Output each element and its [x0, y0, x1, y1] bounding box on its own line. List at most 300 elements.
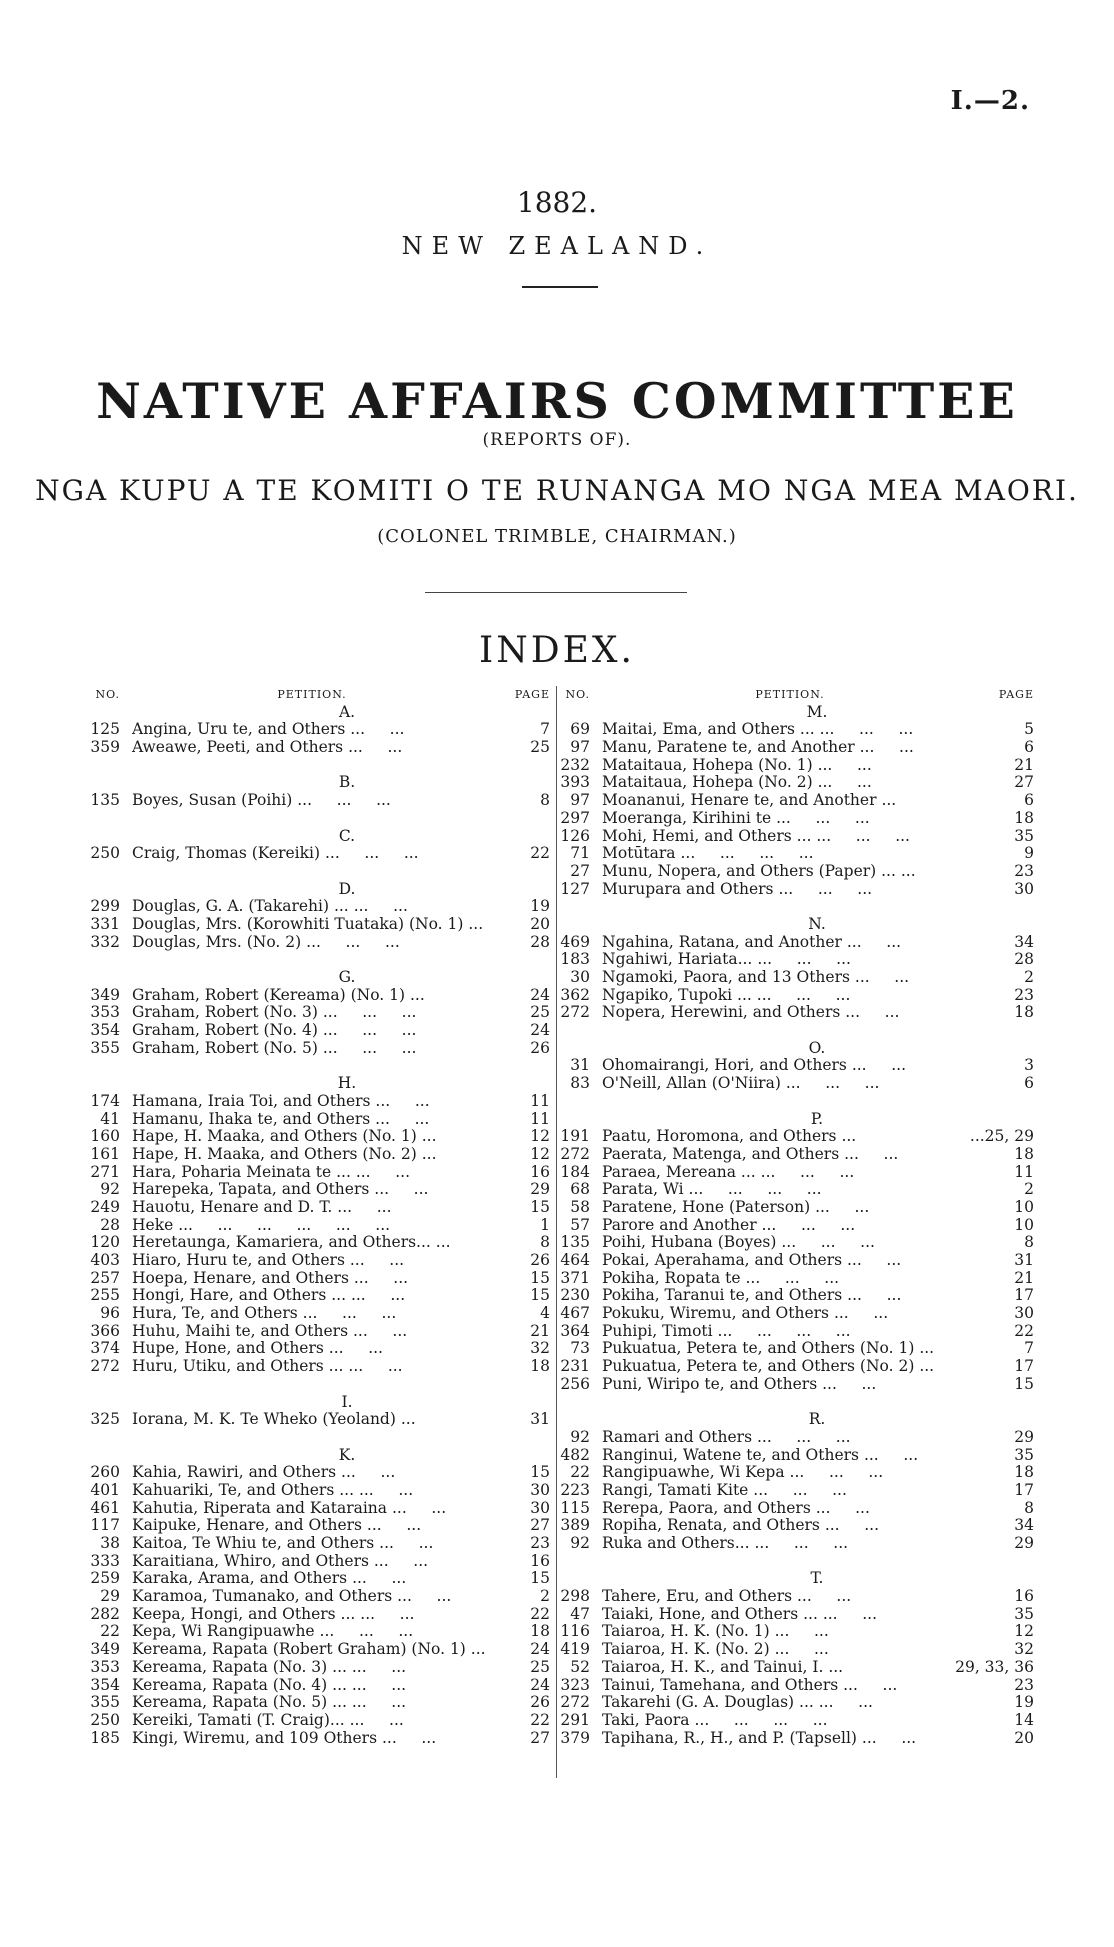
petition-name: Graham, Robert (No. 3)	[132, 1004, 318, 1022]
entry-number: 353	[90, 1657, 120, 1676]
entry-petition	[602, 1128, 978, 1146]
entry-petition	[602, 828, 978, 846]
index-entry	[560, 1199, 1034, 1217]
leader-dots: ... ...	[337, 1198, 392, 1216]
entry-page: 29	[530, 1180, 550, 1199]
petition-name: Pokiha, Ropata te	[602, 1269, 741, 1287]
petition-name: Pukuatua, Petera te, and Others (No. 2)	[602, 1358, 915, 1376]
header-petition: PETITION.	[755, 688, 825, 701]
entry-petition	[602, 863, 978, 881]
entry-petition	[602, 1588, 978, 1606]
leader-dots: ... ... ...	[756, 1428, 851, 1446]
entry-page: 35	[1014, 1445, 1034, 1464]
entry-petition	[602, 1641, 978, 1659]
entry-number: 349	[90, 985, 120, 1004]
petition-name: Rerepa, Paora, and Others	[602, 1499, 811, 1517]
entry-petition	[132, 845, 492, 863]
spacer	[84, 810, 550, 828]
entry-number: 354	[90, 1675, 120, 1694]
petition-name: Munu, Nopera, and Others (Paper) ...	[602, 862, 896, 880]
leader-dots: ... ... ... ...	[717, 1322, 851, 1340]
section-letter: T.	[810, 1569, 824, 1588]
entry-number: 160	[90, 1127, 120, 1146]
section-letter: B.	[338, 773, 356, 792]
entry-page: 15	[530, 1286, 550, 1305]
entry-petition	[602, 1606, 978, 1624]
entry-petition	[132, 1659, 492, 1677]
leader-dots: ... ... ... ... ... ...	[178, 1216, 391, 1234]
index-entry	[560, 828, 1034, 846]
leader-dots: ... ...	[373, 1552, 429, 1570]
entry-petition	[132, 1217, 492, 1235]
leader-dots: ... ...	[845, 1004, 900, 1022]
leader-dots: ... ...	[350, 1287, 406, 1305]
entry-number: 127	[560, 879, 590, 898]
petition-name: Parore and Another	[602, 1216, 757, 1234]
leader-dots: ... ...	[355, 1163, 411, 1181]
petition-name: Paraea, Mereana ...	[602, 1163, 756, 1181]
entry-petition	[132, 1411, 492, 1429]
petition-name: Boyes, Susan (Poihi)	[132, 792, 293, 810]
header-no: NO.	[95, 688, 120, 701]
entry-petition	[602, 1517, 978, 1535]
entry-page: 35	[1014, 826, 1034, 845]
entry-number: 250	[90, 1710, 120, 1729]
header-no: NO.	[565, 688, 590, 701]
entry-petition	[132, 1340, 492, 1358]
leader-dots: ... ... ... ...	[694, 1711, 828, 1729]
petition-name: Rangipuawhe, Wi Kepa	[602, 1464, 785, 1482]
index-entry	[560, 1641, 1034, 1659]
index-entry	[560, 1358, 1034, 1376]
petition-name: Kereama, Rapata (No. 3) ...	[132, 1658, 347, 1676]
entry-number: 259	[90, 1569, 120, 1588]
entry-petition	[132, 1588, 492, 1606]
entry-page: 23	[1014, 985, 1034, 1004]
petition-name: Huhu, Maihi te, and Others	[132, 1322, 349, 1340]
leader-dots: ... ... ...	[322, 1022, 417, 1040]
entry-petition	[602, 951, 978, 969]
leader-dots: ... ...	[353, 898, 408, 916]
leader-dots: ... ... ...	[297, 792, 391, 810]
entry-petition	[602, 969, 978, 987]
entry-number: 92	[570, 1427, 590, 1446]
entry-page: 16	[1014, 1587, 1034, 1606]
leader-dots: ... ...	[815, 1198, 870, 1216]
leader-dots: ... ... ...	[776, 809, 870, 827]
entry-page: 11	[530, 1091, 550, 1110]
entry-petition	[132, 1730, 492, 1748]
document-title: NATIVE AFFAIRS COMMITTEE	[96, 372, 1018, 430]
entry-petition	[602, 1057, 978, 1075]
petition-name: Taiaroa, H. K., and Tainui, I.	[602, 1658, 824, 1676]
petition-name: Paatu, Horomona, and Others	[602, 1128, 837, 1146]
leader-dots: ... ...	[353, 1269, 409, 1287]
section-letter: A.	[338, 702, 356, 721]
entry-petition	[602, 1146, 978, 1164]
petition-name: Douglas, G. A. (Takarehi) ...	[132, 898, 349, 916]
entry-page: 30	[530, 1498, 550, 1517]
entry-petition	[602, 1181, 978, 1199]
petition-name: Poihi, Hubana (Boyes)	[602, 1234, 777, 1252]
entry-page: 11	[530, 1109, 550, 1128]
index-entry	[560, 1128, 1034, 1146]
entry-number: 97	[570, 791, 590, 810]
petition-name: Tahere, Eru, and Others	[602, 1588, 793, 1606]
index-entry	[560, 1500, 1034, 1518]
entry-page: 24	[530, 1021, 550, 1040]
entry-number: 469	[560, 932, 590, 951]
section-letter: M.	[806, 702, 828, 721]
petition-name: Hamana, Iraia Toi, and Others	[132, 1092, 371, 1110]
petition-name: Manu, Paratene te, and Another	[602, 739, 855, 757]
index-entry	[560, 1482, 1034, 1500]
leader-dots: ...	[421, 1145, 437, 1163]
entry-page: 18	[1014, 1463, 1034, 1482]
entry-number: 185	[90, 1728, 120, 1747]
leader-dots: ...	[470, 1641, 486, 1659]
petition-name: Motūtara	[602, 845, 676, 863]
leader-dots: ... ... ...	[754, 1535, 849, 1552]
entry-number: 467	[560, 1304, 590, 1323]
index-entry	[84, 898, 550, 916]
leader-dots: ... ... ...	[789, 1464, 884, 1482]
entry-page: 22	[1014, 1321, 1034, 1340]
entry-number: 325	[90, 1410, 120, 1429]
entry-petition	[132, 1305, 492, 1323]
entry-number: 272	[90, 1357, 120, 1376]
spacer	[560, 1553, 1034, 1571]
entry-page: 26	[530, 1038, 550, 1057]
entry-petition	[602, 1340, 978, 1358]
index-entry	[84, 1464, 550, 1482]
entry-number: 230	[560, 1286, 590, 1305]
leader-dots: ... ... ...	[781, 1234, 875, 1252]
leader-dots: ... ...	[352, 1570, 407, 1588]
entry-petition	[132, 792, 492, 810]
entry-number: 371	[560, 1268, 590, 1287]
spacer	[560, 898, 1034, 916]
petition-name: Kahuariki, Te, and Others ...	[132, 1481, 354, 1499]
entry-number: 393	[560, 773, 590, 792]
entry-number: 349	[90, 1640, 120, 1659]
section-letter: R.	[808, 1410, 826, 1429]
entry-number: 161	[90, 1144, 120, 1163]
index-entry	[84, 1234, 550, 1252]
entry-page: 8	[1024, 1498, 1034, 1517]
leader-dots: ...	[828, 1658, 844, 1676]
leader-dots: ...	[435, 1234, 451, 1252]
leader-dots: ... ...	[366, 1517, 422, 1535]
entry-number: 419	[560, 1640, 590, 1659]
index-entry	[560, 1287, 1034, 1305]
entry-petition	[132, 1358, 492, 1376]
entry-petition	[132, 1146, 492, 1164]
spacer	[560, 1022, 1034, 1040]
entry-page: 2	[540, 1587, 550, 1606]
index-entry	[560, 1694, 1034, 1712]
index-entry	[560, 1464, 1034, 1482]
petition-name: Aweawe, Peeti, and Others	[132, 739, 344, 757]
index-entry	[84, 1659, 550, 1677]
entry-petition	[132, 1128, 492, 1146]
entry-number: 461	[90, 1498, 120, 1517]
header-petition: PETITION.	[277, 688, 347, 701]
entry-number: 389	[560, 1516, 590, 1535]
leader-dots: ... ...	[360, 1605, 415, 1623]
index-entry	[84, 1181, 550, 1199]
leader-dots: ... ...	[350, 721, 405, 739]
index-entry	[84, 1677, 550, 1695]
entry-number: 464	[560, 1251, 590, 1269]
entry-petition	[132, 1323, 492, 1341]
entry-number: 299	[90, 897, 120, 916]
leader-dots: ... ... ...	[778, 880, 873, 898]
entry-petition	[132, 934, 492, 952]
entry-number: 58	[570, 1197, 590, 1216]
entry-page: 22	[530, 1604, 550, 1623]
index-entry	[560, 1677, 1034, 1695]
index-entry	[560, 845, 1034, 863]
petition-name: Kepa, Wi Rangipuawhe	[132, 1623, 315, 1641]
index-entry	[560, 1447, 1034, 1465]
petition-name: O'Neill, Allan (O'Niira)	[602, 1075, 781, 1093]
index-entry	[84, 1252, 550, 1270]
leader-dots: ...	[900, 862, 916, 880]
entry-number: 374	[90, 1339, 120, 1358]
spacer	[560, 1093, 1034, 1111]
entry-page: 22	[530, 844, 550, 863]
entry-petition	[132, 1287, 492, 1305]
entry-petition	[602, 810, 978, 828]
entry-page: 23	[1014, 1675, 1034, 1694]
entry-number: 71	[570, 844, 590, 863]
entry-petition	[602, 1500, 978, 1518]
index-entry	[84, 934, 550, 952]
index-entry	[560, 1623, 1034, 1641]
entry-number: 27	[570, 861, 590, 880]
entry-number: 117	[90, 1516, 120, 1535]
entry-page: 24	[530, 1640, 550, 1659]
entry-petition	[602, 774, 978, 792]
entry-petition	[132, 721, 492, 739]
entry-petition	[602, 1535, 978, 1553]
index-entry	[560, 1075, 1034, 1093]
index-entry	[560, 987, 1034, 1005]
entry-number: 184	[560, 1162, 590, 1181]
index-entry	[560, 881, 1034, 899]
petition-name: Takarehi (G. A. Douglas) ...	[602, 1694, 814, 1712]
entry-page: 16	[530, 1162, 550, 1181]
column-header	[560, 686, 1034, 704]
leader-dots: ...	[409, 986, 425, 1004]
leader-dots: ... ... ...	[816, 827, 910, 845]
entry-number: 68	[570, 1180, 590, 1199]
index-entry	[560, 1146, 1034, 1164]
entry-petition	[602, 1164, 978, 1182]
document-subtitle: (REPORTS OF).	[482, 430, 632, 450]
entry-number: 362	[560, 985, 590, 1004]
petition-name: Kereiki, Tamati (T. Craig)...	[132, 1711, 345, 1729]
leader-dots: ... ... ...	[322, 1039, 417, 1057]
index-entries-right	[560, 704, 1034, 1748]
entry-petition	[602, 1376, 978, 1394]
entry-number: 379	[560, 1728, 590, 1747]
entry-petition	[132, 1482, 492, 1500]
entry-number: 116	[560, 1622, 590, 1641]
entry-petition	[132, 1517, 492, 1535]
entry-petition	[602, 1234, 978, 1252]
leader-dots: ... ...	[817, 774, 872, 792]
entry-number: 354	[90, 1021, 120, 1040]
leader-dots: ... ...	[375, 1110, 430, 1128]
index-entry	[560, 1429, 1034, 1447]
entry-petition	[602, 739, 978, 757]
entry-page: 18	[530, 1357, 550, 1376]
leader-dots: ... ... ...	[760, 1163, 855, 1181]
entry-petition	[602, 987, 978, 1005]
leader-dots: ... ...	[818, 1694, 873, 1712]
entry-petition	[602, 1447, 978, 1465]
leader-dots: ... ...	[824, 1517, 880, 1535]
petition-name: Karamoa, Tumanako, and Others	[132, 1588, 393, 1606]
index-entry	[560, 934, 1034, 952]
index-entry	[84, 1305, 550, 1323]
maori-title: NGA KUPU A TE KOMITI O TE RUNANGA MO NGA MEA MAORI.	[35, 474, 1079, 507]
index-entry	[560, 1535, 1034, 1553]
entry-number: 331	[90, 914, 120, 933]
entry-page: 19	[1014, 1693, 1034, 1712]
entry-petition	[132, 1641, 492, 1659]
entry-number: 135	[90, 791, 120, 810]
entry-page: 19	[530, 897, 550, 916]
chairman-line: (COLONEL TRIMBLE, CHAIRMAN.)	[377, 526, 737, 547]
index-entry	[84, 845, 550, 863]
index-entry	[84, 1730, 550, 1748]
leader-dots: ... ... ...	[324, 845, 419, 863]
index-entry	[560, 1217, 1034, 1235]
petition-name: Harepeka, Tapata, and Others	[132, 1181, 370, 1199]
entry-number: 297	[560, 808, 590, 827]
section-letter: P.	[810, 1109, 824, 1128]
entry-number: 260	[90, 1463, 120, 1482]
entry-page: 17	[1014, 1480, 1034, 1499]
index-entry	[84, 1093, 550, 1111]
petition-name: Pokuku, Wiremu, and Others	[602, 1305, 829, 1323]
index-entry	[84, 721, 550, 739]
leader-dots: ... ...	[381, 1729, 437, 1747]
leader-dots: ... ...	[833, 1305, 889, 1323]
spacer	[84, 1376, 550, 1394]
petition-name: Kereama, Rapata (No. 5) ...	[132, 1694, 347, 1712]
leader-dots: ... ... ...	[756, 986, 851, 1004]
entry-petition	[132, 1093, 492, 1111]
entry-page: 32	[530, 1339, 550, 1358]
entry-page: 8	[1024, 1233, 1034, 1252]
entry-page: 24	[530, 1675, 550, 1694]
entry-page: 15	[530, 1463, 550, 1482]
petition-name: Douglas, Mrs. (Korowhiti Tuataka) (No. 1)	[132, 915, 464, 933]
leader-dots: ... ...	[391, 1499, 447, 1517]
entry-petition	[132, 1164, 492, 1182]
petition-name: Moananui, Henare te, and Another	[602, 792, 877, 810]
petition-name: Karaka, Arama, and Others	[132, 1570, 348, 1588]
leader-dots: ... ...	[861, 1729, 917, 1747]
entry-page: 15	[530, 1268, 550, 1287]
entry-page: 16	[530, 1551, 550, 1570]
petition-name: Mohi, Hemi, and Others ...	[602, 827, 812, 845]
petition-name: Puhipi, Timoti	[602, 1322, 713, 1340]
entry-page: 20	[530, 914, 550, 933]
spacer	[84, 1429, 550, 1447]
entry-page: 30	[1014, 1304, 1034, 1323]
index-entries-left	[84, 704, 550, 1748]
entry-petition	[132, 1111, 492, 1129]
leader-dots: ... ...	[348, 1358, 403, 1376]
entry-page: 24	[530, 985, 550, 1004]
entry-number: 366	[90, 1321, 120, 1340]
entry-petition	[602, 845, 978, 863]
entry-petition	[132, 1022, 492, 1040]
petition-name: Hamanu, Ihaka te, and Others	[132, 1110, 371, 1128]
entry-page: 12	[530, 1144, 550, 1163]
entry-number: 482	[560, 1445, 590, 1464]
petition-name: Hape, H. Maaka, and Others (No. 2)	[132, 1145, 417, 1163]
petition-name: Heke	[132, 1216, 174, 1234]
index-entry	[560, 1730, 1034, 1748]
petition-name: Kingi, Wiremu, and 109 Others	[132, 1729, 378, 1747]
petition-name: Huru, Utiku, and Others ...	[132, 1358, 344, 1376]
entry-page: 28	[530, 932, 550, 951]
leader-dots: ...	[881, 792, 897, 810]
leader-dots: ... ...	[854, 969, 910, 986]
entry-page: ...25, 29	[969, 1127, 1034, 1146]
petition-name: Pukuatua, Petera te, and Others (No. 1)	[602, 1340, 915, 1358]
index-title: INDEX.	[479, 630, 635, 671]
entry-page: 23	[530, 1534, 550, 1552]
entry-petition	[602, 1677, 978, 1695]
petition-name: Paerata, Matenga, and Others	[602, 1145, 840, 1163]
leader-dots: ... ...	[349, 1252, 405, 1269]
leader-dots: ...	[919, 1358, 935, 1376]
index-entry	[560, 1376, 1034, 1394]
entry-page: 30	[530, 1480, 550, 1499]
petition-name: Keepa, Hongi, and Others ...	[132, 1605, 356, 1623]
index-entry	[84, 1004, 550, 1022]
entry-petition	[602, 1004, 978, 1022]
petition-name: Taki, Paora	[602, 1711, 690, 1729]
leader-dots: ... ...	[328, 1340, 383, 1358]
leader-dots: ... ...	[358, 1481, 414, 1499]
entry-page: 29	[1014, 1427, 1034, 1446]
entry-petition	[602, 1252, 978, 1270]
leader-dots: ... ...	[341, 1464, 396, 1482]
entry-number: 232	[560, 755, 590, 774]
page-reference: I.—2.	[950, 86, 1030, 116]
entry-petition	[602, 1270, 978, 1288]
index-entry	[84, 1287, 550, 1305]
entry-number: 22	[570, 1463, 590, 1482]
entry-petition	[602, 1075, 978, 1093]
leader-dots: ... ... ...	[319, 1623, 414, 1641]
section-letter: O.	[808, 1038, 826, 1057]
leader-dots: ... ...	[863, 1446, 919, 1464]
leader-dots: ... ... ...	[306, 933, 400, 951]
entry-page: 15	[530, 1197, 550, 1216]
index-entry	[84, 1623, 550, 1641]
entry-page: 3	[1024, 1056, 1034, 1075]
entry-petition	[602, 1623, 978, 1641]
